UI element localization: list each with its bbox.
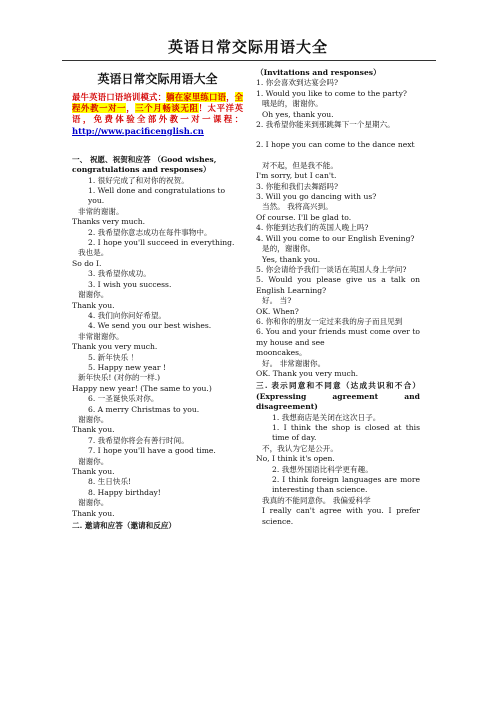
section-heading: 二. 邀请和应答（邀请和反应）: [72, 521, 177, 531]
phrase-line: 6. 一圣诞快乐对你。: [88, 394, 159, 404]
section-heading: 一、 祝愿、祝贺和应答 （Good wishes, congratulations and responses）: [72, 154, 217, 175]
phrase-line: 1. 我想商店是关闭在这次日子。: [272, 412, 381, 422]
phrase-line: 8. 生日快乐!: [88, 477, 132, 487]
phrase-list: [256, 68, 420, 130]
phrase-line: 4. 我们向你问好希望。: [88, 310, 167, 320]
phrase-line: 3. 我希望你成功。: [88, 269, 151, 279]
phrase-line: Happy new year! (The same to you.): [72, 383, 212, 393]
phrase-line: Oh yes, thank you.: [262, 109, 334, 119]
promo-text: ！太平洋英语，免费体验全部外教一对一课程：: [72, 103, 244, 125]
phrase-line: Yes, thank you.: [262, 254, 321, 264]
phrase-line: Of course. I'll be glad to.: [256, 212, 352, 222]
header-title: 英语日常交际用语大全: [167, 38, 328, 56]
left-column: [72, 66, 243, 531]
phrase-line: 7. I hope you'll have a good time.: [88, 446, 216, 456]
phrase-line: 3. I wish you success.: [88, 279, 172, 289]
promo-highlight: 三个月畅谈无阻: [135, 103, 199, 114]
phrase-line: 2. 我希望你能来到那跳舞下一个星期六。: [256, 120, 395, 130]
promo-text: ，: [126, 103, 136, 114]
phrase-line: mooncakes。: [256, 348, 307, 358]
phrase-line: 4. Will you come to our English Evening?: [256, 233, 415, 243]
phrase-line: 2. 我希望你意志成功在每件事物中。: [88, 227, 212, 237]
phrase-line: Thank you.: [72, 425, 115, 435]
phrase-line: Thank you.: [72, 467, 115, 476]
phrase-list: [256, 413, 420, 527]
phrase-line: 1. I think the shop is closed at this time of day.: [272, 423, 420, 443]
phrase-line: Thank you.: [72, 508, 115, 518]
promo-paragraph: [72, 92, 243, 137]
phrase-line: 5. Would you please give us a talk on English Learning?: [256, 275, 420, 295]
right-column: [256, 66, 420, 527]
phrase-list: [72, 176, 243, 519]
phrase-line: 6. 你和你的朋友一定过来我的房子而且见到: [256, 316, 403, 326]
section-heading: 三. 表示同意和不同意（达成共识和不合）(Expressing agreement and disagreement): [256, 381, 420, 412]
phrase-line: I really can't agree with you. I prefer science.: [262, 506, 420, 526]
phrase-line: 谢谢你。: [78, 456, 109, 466]
phrase-line: Thank you.: [72, 300, 115, 310]
phrase-line: 我也是。: [78, 248, 109, 258]
phrase-line: 谢谢你。: [78, 290, 109, 300]
promo-link[interactable]: http://www.pacificenglish.cn: [72, 125, 204, 136]
phrase-line: 谢谢你。: [78, 498, 109, 508]
phrase-line: Thanks very much.: [72, 217, 146, 227]
phrase-line: So do I.: [72, 258, 102, 268]
phrase-line: 不，我认为它是公开。: [262, 443, 338, 453]
spacer: [72, 137, 243, 145]
phrase-line: 2. I hope you'll succeed in everything.: [88, 238, 235, 248]
phrase-line: 5. Happy new year !: [88, 362, 166, 372]
promo-text: 最牛英语口语培训模式：: [72, 92, 167, 102]
phrase-line: 5. 你会请给予我们一谈话在英国人身上学问?: [256, 264, 407, 274]
phrase-line: 1. 你会喜欢到达宴会吗?: [256, 78, 339, 88]
phrase-line: 2. I hope you can come to the dance next: [256, 140, 415, 150]
spacer: [72, 145, 243, 153]
phrase-line: 4. 你能到达我们的英国人晚上吗?: [256, 223, 369, 233]
phrase-line: （Invitations and responses）: [256, 68, 381, 77]
phrase-line: 对不起，但是我不能。: [262, 160, 338, 170]
phrase-line: OK. When?: [256, 306, 299, 316]
phrase-line: 1. Would you like to come to the party?: [256, 88, 407, 98]
phrase-line: 1. Well done and congratulations to you.: [88, 186, 226, 206]
spacer: [256, 130, 420, 140]
document-title: 英语日常交际用语大全: [97, 72, 218, 86]
phrase-line: 好。 非常谢谢你。: [262, 358, 326, 368]
promo-text: ，: [226, 92, 235, 102]
phrase-line: 我真的不能同意你。 我偏爱科学: [262, 495, 371, 505]
phrase-line: 是的，谢谢你。: [262, 244, 316, 254]
phrase-line: 5. 新年快乐 ！: [88, 352, 139, 362]
phrase-list: [256, 161, 420, 380]
phrase-line: Thank you very much.: [72, 342, 158, 352]
promo-highlight: 躺在家里练口语: [166, 92, 227, 102]
phrase-line: 2. I think foreign languages are more interesting than science.: [272, 475, 420, 495]
phrase-line: 2. 我想外国语比科学更有趣。: [272, 464, 373, 474]
phrase-list: [256, 140, 420, 150]
phrase-line: 6. You and your friends must come over to my house and see: [256, 327, 420, 347]
phrase-line: 非常谢谢你。: [78, 331, 124, 341]
phrase-line: 8. Happy birthday!: [88, 487, 161, 497]
phrase-line: 新年快乐! (对你的一样.): [78, 373, 161, 383]
header-divider: [62, 60, 436, 61]
phrase-line: OK. Thank you very much.: [256, 368, 359, 378]
phrase-line: 3. 你能和我们去舞蹈吗?: [256, 181, 339, 191]
phrase-line: 好。 当?: [262, 296, 292, 306]
spacer: [256, 151, 420, 161]
promo-highlight: 全程外教一对一: [72, 92, 244, 114]
phrase-line: 6. A merry Christmas to you.: [88, 404, 200, 414]
phrase-line: 1. 很好完成了和对你的祝贺。: [88, 175, 189, 185]
phrase-line: I'm sorry, but I can't.: [256, 171, 337, 181]
phrase-line: 哦是的，谢谢你。: [262, 99, 323, 109]
phrase-line: 当然。 我将高兴到。: [262, 202, 333, 212]
phrase-line: 7. 我希望你将会有善行时间。: [88, 435, 189, 445]
phrase-line: 非常的谢谢。: [78, 206, 124, 216]
phrase-line: 4. We send you our best wishes.: [88, 321, 212, 331]
phrase-line: No, I think it's open.: [256, 454, 335, 464]
phrase-line: 3. Will you go dancing with us?: [256, 192, 377, 202]
phrase-line: 谢谢你。: [78, 414, 109, 424]
